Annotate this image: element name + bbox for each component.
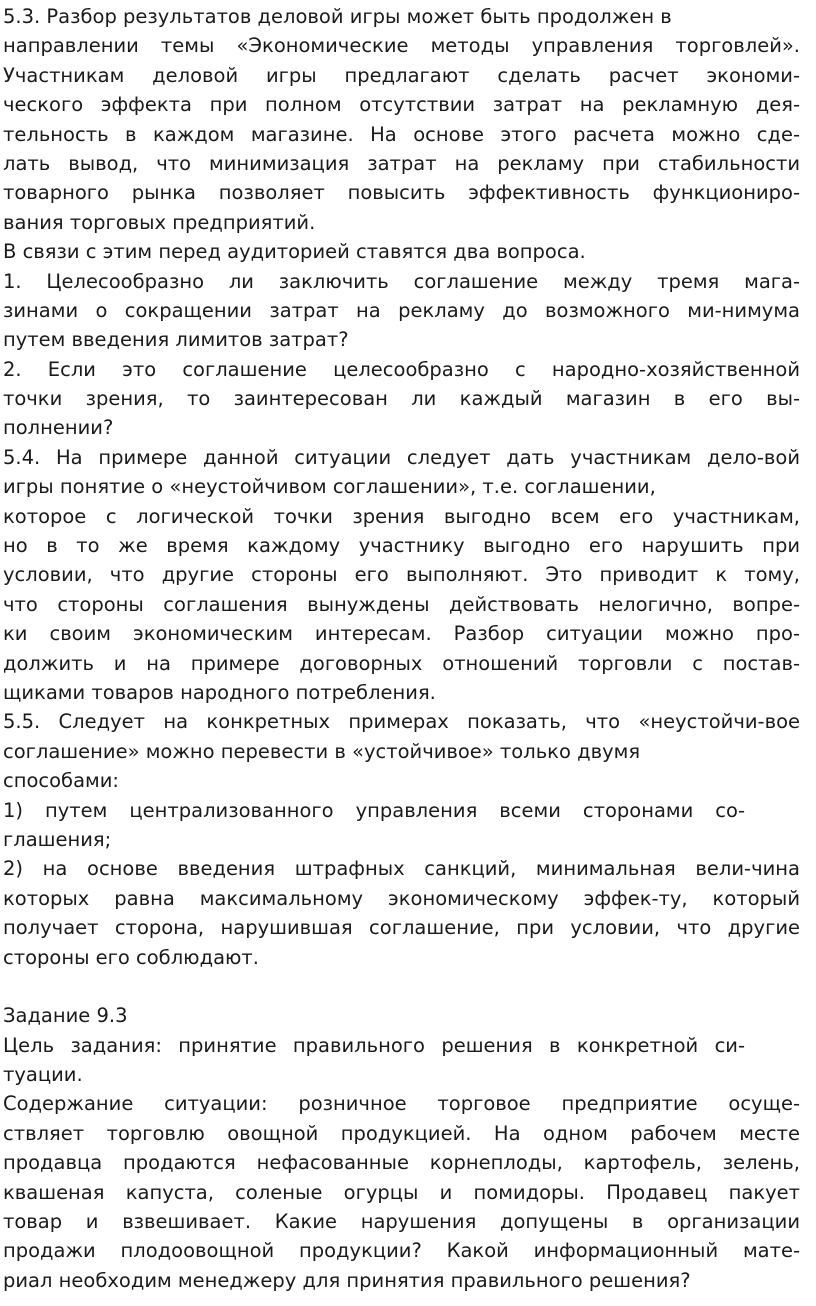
text-line: 5.4. На примере данной ситуации следует дать участникам дело-вой xyxy=(3,445,800,469)
text-line: способами: xyxy=(3,769,119,793)
task-heading: Задание 9.3 xyxy=(3,1004,128,1028)
text-line: игры понятие о «неустойчивом соглашении», т.е. соглашении, xyxy=(3,475,656,499)
text-line: щиками товаров народного потребления. xyxy=(3,680,436,704)
text-line: товар и взвешивает. Какие нарушения допущены в организации xyxy=(3,1210,800,1234)
text-line: что стороны соглашения вынуждены действовать нелогично, вопре- xyxy=(3,592,800,616)
text-line: 2. Если это соглашение целесообразно с народно-хозяйственной xyxy=(3,357,800,381)
text-line: 5.5. Следует на конкретных примерах показать, что «неустойчи-вое xyxy=(3,710,800,734)
text-line: точки зрения, то заинтересован ли каждый магазин в его вы- xyxy=(3,387,800,411)
text-line: квашеная капуста, соленые огурцы и помидоры. Продавец пакует xyxy=(3,1180,800,1204)
paragraph-gap xyxy=(3,972,800,1001)
text-line: стороны его соблюдают. xyxy=(3,945,259,969)
section-5-3 xyxy=(3,2,800,443)
text-line: В связи с этим перед аудиторией ставятся два вопроса. xyxy=(3,240,586,264)
text-line: ки своим экономическим интересам. Разбор ситуации можно про- xyxy=(3,622,800,646)
text-line: 5.3. Разбор результатов деловой игры может быть продолжен в xyxy=(3,5,672,28)
text-line: риал необходим менеджеру для принятия правильного решения? xyxy=(3,1268,691,1292)
text-line: Цель задания: принятие правильного решения в конкретной си- xyxy=(3,1033,745,1057)
text-line: получает сторона, нарушившая соглашение, при условии, что другие xyxy=(3,916,800,940)
text-line: Участникам деловой игры предлагают сделать расчет экономи- xyxy=(3,63,800,87)
text-line: должить и на примере договорных отношений торговли с постав- xyxy=(3,651,800,675)
text-line: соглашение» можно перевести в «устойчивое» только двумя xyxy=(3,739,641,763)
text-line: зинами о сокращении затрат на рекламу до возможного ми-нимума xyxy=(3,298,800,322)
text-line: тельность в каждом магазине. На основе этого расчета можно сде- xyxy=(3,122,800,146)
text-line: глашения; xyxy=(3,827,112,851)
section-5-5 xyxy=(3,707,800,972)
text-line: 1) путем централизованного управления всеми сторонами со- xyxy=(3,798,745,822)
text-line: туации. xyxy=(3,1063,83,1087)
text-line: условии, что другие стороны его выполняют. Это приводит к тому, xyxy=(3,563,800,587)
text-line: ствляет торговлю овощной продукцией. На одном рабочем месте xyxy=(3,1121,800,1145)
text-line: ческого эффекта при полном отсутствии затрат на рекламную дея- xyxy=(3,93,800,117)
text-line: которых равна максимальному экономическому эффек-ту, который xyxy=(3,886,800,910)
text-line: путем введения лимитов затрат? xyxy=(3,328,349,352)
section-5-4 xyxy=(3,443,800,708)
text-line: направлении темы «Экономические методы управления торговлей». xyxy=(3,34,800,58)
text-line: 2) на основе введения штрафных санкций, минимальная вели-чина xyxy=(3,857,800,881)
text-line: 1. Целесообразно ли заключить соглашение между тремя мага- xyxy=(3,269,800,293)
text-line: полнении? xyxy=(3,416,114,440)
text-line: вания торговых предприятий. xyxy=(3,210,316,234)
text-line: лать вывод, что минимизация затрат на рекламу при стабильности xyxy=(3,151,800,175)
text-line: продажи плодоовощной продукции? Какой информационный мате- xyxy=(3,1239,800,1263)
text-line: но в то же время каждому участнику выгодно его нарушить при xyxy=(3,534,800,558)
text-line: продавца продаются нефасованные корнеплоды, картофель, зелень, xyxy=(3,1151,800,1175)
text-line: которое с логической точки зрения выгодно всем его участникам, xyxy=(3,504,800,528)
task-9-3 xyxy=(3,1001,800,1295)
text-line: Содержание ситуации: розничное торговое предприятие осуще- xyxy=(3,1092,800,1116)
text-line: товарного рынка позволяет повысить эффективность функциониро- xyxy=(3,181,800,205)
